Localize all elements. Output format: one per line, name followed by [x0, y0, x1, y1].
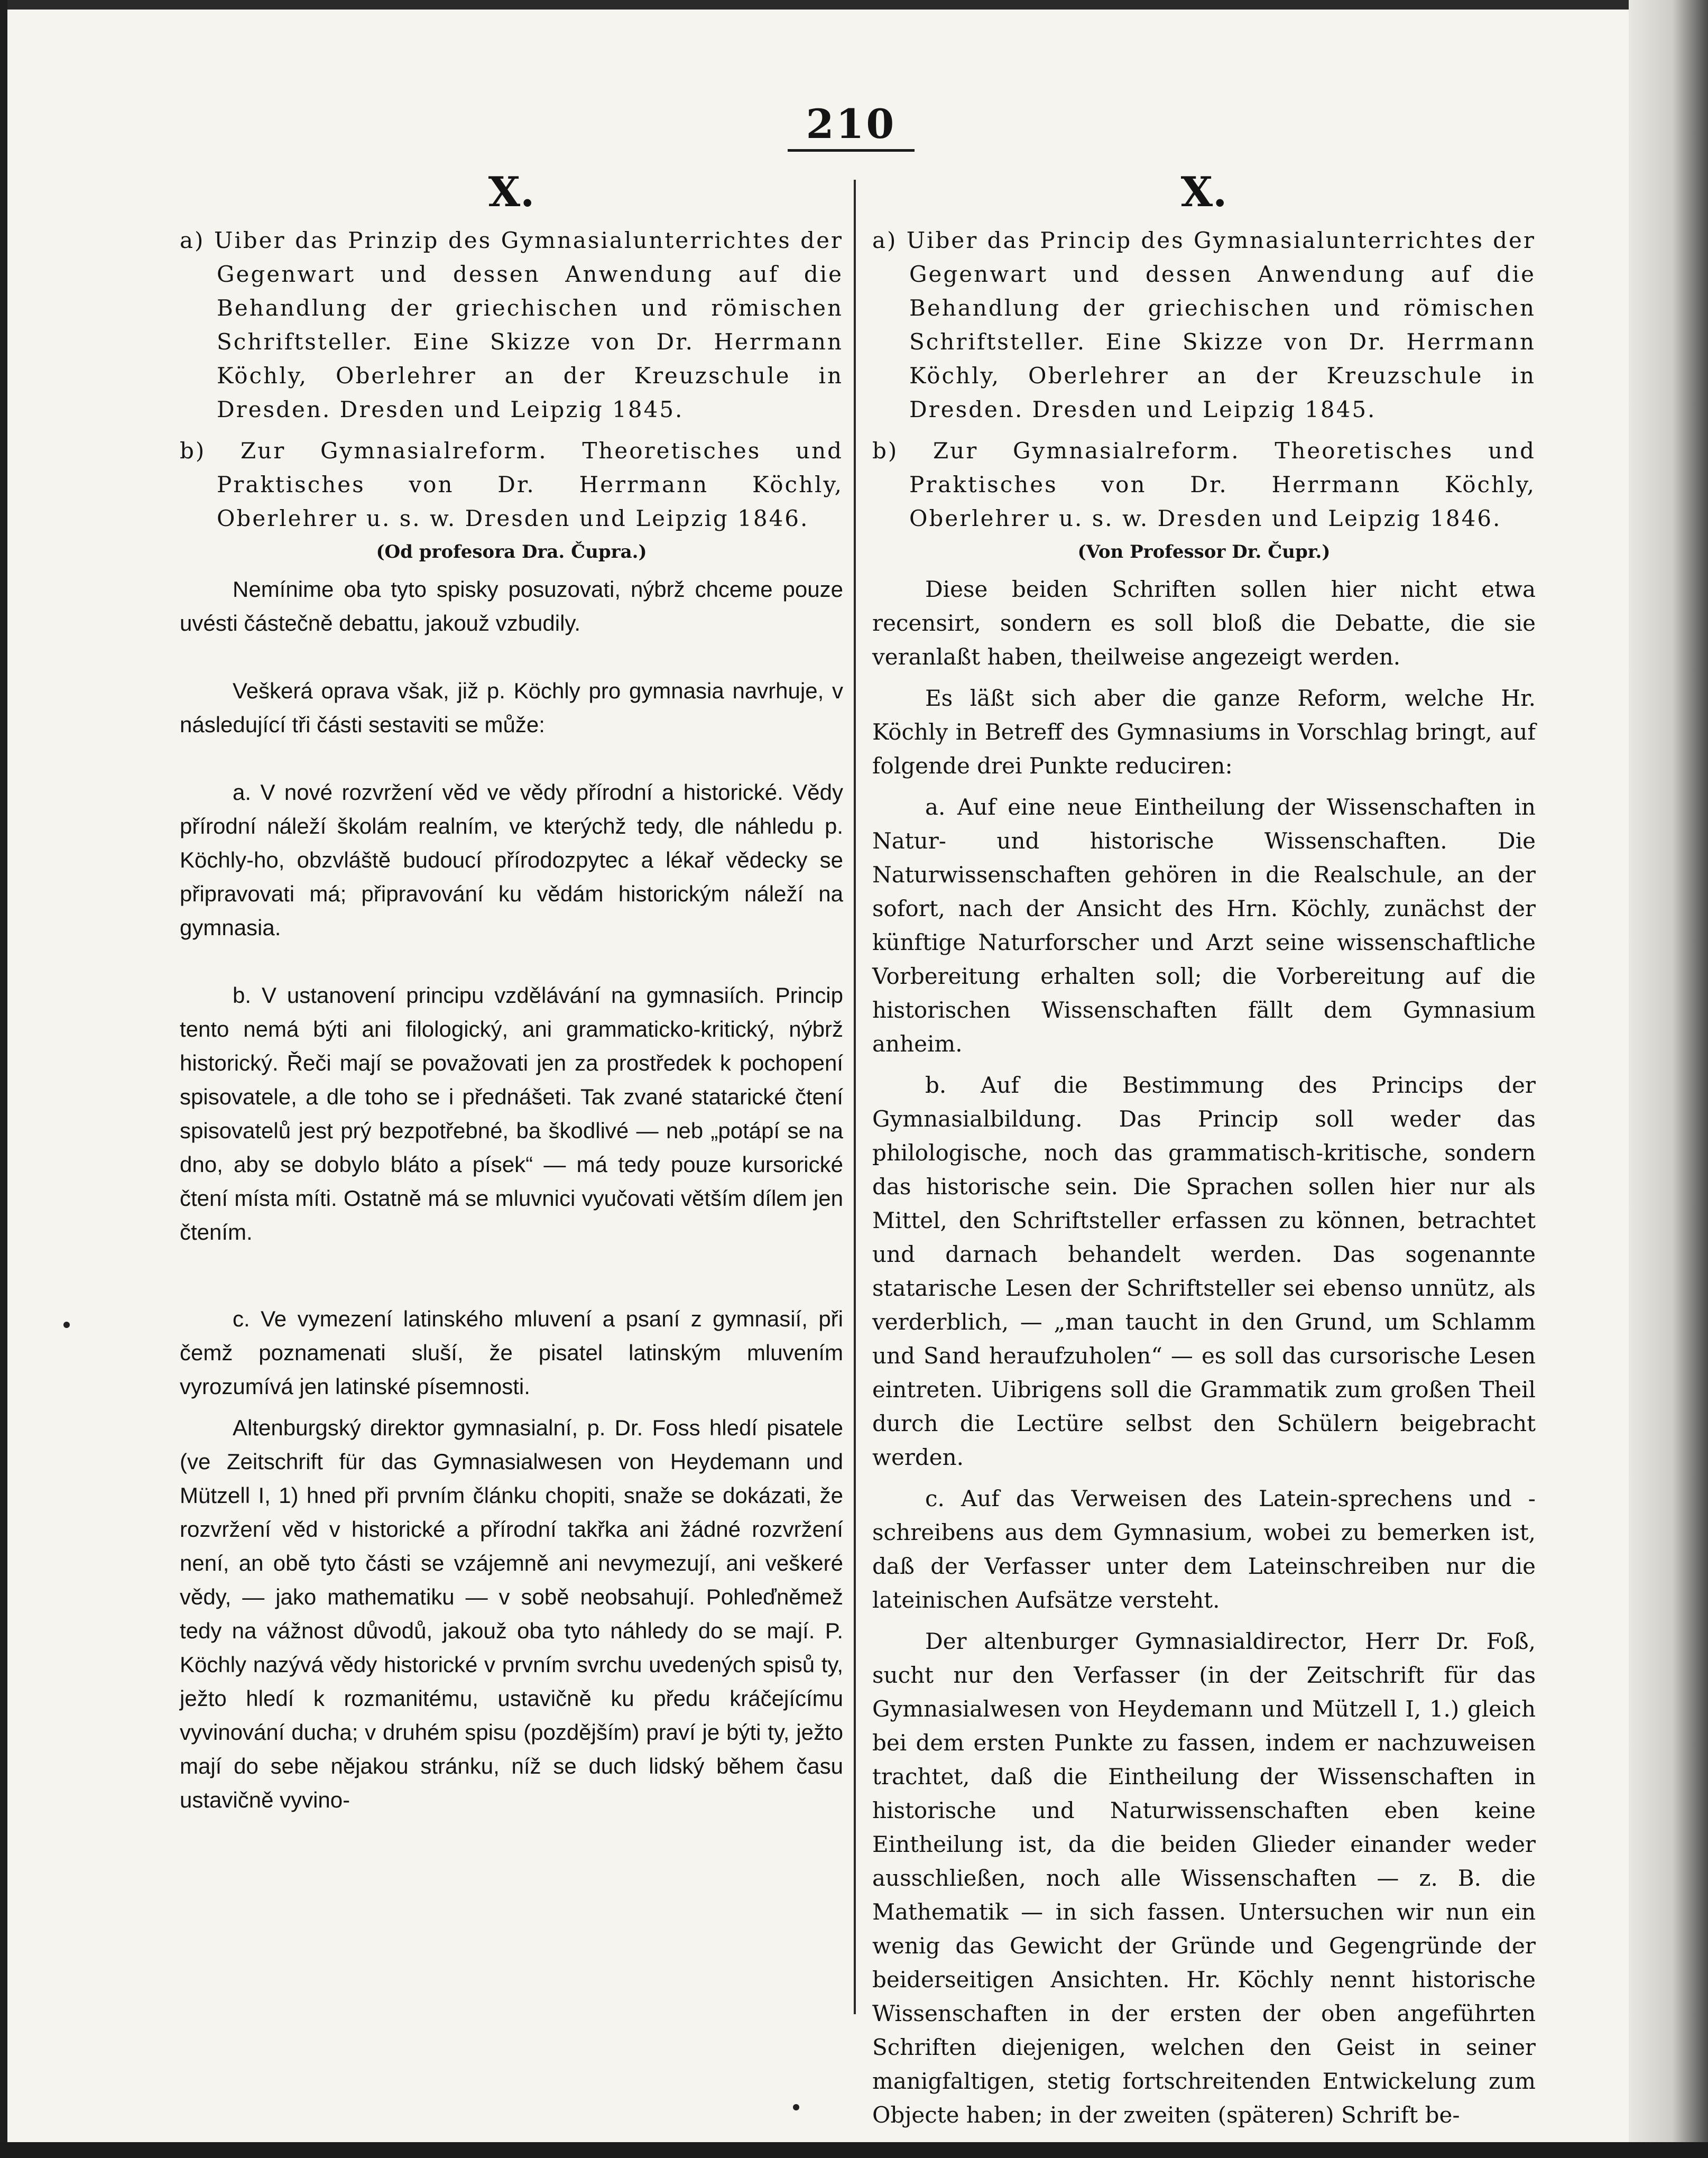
left-paragraph-point-a: a. V nové rozvržení věd ve vědy přírodní a historické. Vědy přírodní náleží školám realním, ve kterýchž tedy, dle náhledu p. Köchly-ho, obzvláště budoucí přírodozpytec a lékař vědecky se připravovati má; připravování ku vědám historickým náleží na gymnasia.	[180, 780, 843, 940]
right-paragraph-intro: Diese beiden Schriften sollen hier nicht etwa recensirt, sondern es soll bloß die Debatte, die sie veranlaßt haben, theilweise angezeigt werden.	[872, 576, 1536, 670]
left-bibliography-a: a) Uiber das Prinzip des Gymnasialunterrichtes der Gegenwart und dessen Anwendung auf die Behandlung der griechischen und römischen Schriftsteller. Eine Skizze von Dr. Herrmann Köchly, Oberlehrer an der Kreuzschule in Dresden. Dresden und Leipzig 1845.	[180, 227, 843, 422]
scan-speck	[63, 1322, 70, 1328]
scan-speck	[793, 2104, 799, 2110]
left-column-czech	[180, 168, 843, 1817]
left-author-credit: (Od profesora Dra. Čupra.)	[376, 541, 647, 562]
left-paragraph-foss: Altenburgský direktor gymnasialní, p. Dr. Foss hledí pisatele (ve Zeitschrift für das Gymnasialwesen von Heydemann und Mützell I, 1) hned při prvním článku chopiti, snaže se dokázati, že rozvržení věd v historické a přírodní takřka ani žádné rozvržení není, an obě tyto části se vzájemně ani nevymezují, ani veškeré vědy, — jako mathematiku — v sobě neobsahují. Pohleďněmež tedy na vážnost důvodů, jakouž oba tyto náhledy do se mají. P. Köchly nazývá vědy historické v prvním svrchu uvedených spisů ty, ježto hledí k rozmanitému, ustavičně ku předu kráčejícímu vyvinování ducha; v druhém spisu (pozdějším) praví je býti ty, ježto mají do sebe nějakou stránku, níž se duch lidský během času ustavičně vyvino-	[180, 1415, 843, 1812]
scan-edge-top	[0, 0, 1708, 10]
right-paragraph-summary: Es läßt sich aber die ganze Reform, welche Hr. Köchly in Betreff des Gymnasiums in Vorschlag bringt, auf folgende drei Punkte reduciren:	[872, 685, 1536, 779]
right-author-credit: (Von Professor Dr. Čupr.)	[1077, 541, 1331, 562]
left-bibliography-b: b) Zur Gymnasialreform. Theoretisches und Praktisches von Dr. Herrmann Köchly, Oberlehrer u. s. w. Dresden und Leipzig 1846.	[180, 438, 843, 531]
right-bibliography-b: b) Zur Gymnasialreform. Theoretisches und Praktisches von Dr. Herrmann Köchly, Oberlehrer u. s. w. Dresden und Leipzig 1846.	[872, 438, 1536, 531]
page-number-rule	[788, 149, 915, 152]
right-paragraph-point-b: b. Auf die Bestimmung des Princips der Gymnasialbildung. Das Princip soll weder das philologische, noch das grammatisch-kritische, sondern das historische sein. Die Sprachen sollen hier nur als Mittel, den Schriftsteller erfassen zu können, betrachtet und darnach behandelt werden. Das sogenannte statarische Lesen der Schriftsteller sei ebenso unnütz, als verderblich, — „man taucht in den Grund, um Schlamm und Sand heraufzuholen“ — es soll das cursorische Lesen eintreten. Uibrigens soll die Grammatik zum großen Theil durch die Lectüre selbst den Schülern beigebracht werden.	[872, 1072, 1536, 1470]
scan-edge-right	[1629, 0, 1708, 2158]
page-number: 210	[806, 100, 897, 147]
right-paragraph-point-a: a. Auf eine neue Eintheilung der Wissenschaften in Natur- und historische Wissenschaften. Die Naturwissenschaften gehören in die Realschule, an der sofort, nach der Ansicht des Hrn. Köchly, zunächst der künftige Naturforscher und Arzt seine wissenschaftliche Vorbereitung erhalten soll; die Vorbereitung auf die historischen Wissenschaften fällt dem Gymnasium anheim.	[872, 794, 1536, 1057]
left-paragraph-summary: Veškerá oprava však, již p. Köchly pro gymnasia navrhuje, v následující tři části sestaviti se může:	[180, 678, 843, 737]
column-divider	[854, 180, 856, 2014]
left-paragraph-intro: Nemínime oba tyto spisky posuzovati, nýbrž chceme pouze uvésti částečně debattu, jakouž vzbudily.	[180, 577, 843, 635]
left-paragraph-point-b: b. V ustanovení principu vzdělávání na gymnasiích. Princip tento nemá býti ani filologický, ani grammaticko-kritický, nýbrž historický. Řeči mají se považovati jen za prostředek k pochopení spisovatele, a dle toho se i přednášeti. Tak zvané statarické čtení spisovatelů jest prý bezpotřebné, ba škodlivé — neb „potápí se na dno, aby se dobylo bláto a písek“ — má tedy pouze kursorické čtení místa míti. Ostatně má se mluvnici vyučovati větším dílem jen čtením.	[180, 983, 843, 1244]
right-section-heading: X.	[1180, 168, 1227, 216]
left-section-heading: X.	[488, 168, 535, 216]
right-paragraph-foss: Der altenburger Gymnasialdirector, Herr Dr. Foß, sucht nur den Verfasser (in der Zeitschrift für das Gymnasialwesen von Heydemann und Mützell I, 1.) gleich bei dem ersten Punkte zu fassen, indem er nachzuweisen trachtet, daß die Eintheilung der Wissenschaften in historische und Naturwissenschaften eben keine Eintheilung ist, da die beiden Glieder einander weder ausschließen, noch alle Wissenschaften — z. B. die Mathematik — in sich fassen. Untersuchen wir nun ein wenig das Gewicht der Gründe und Gegengründe der beiderseitigen Ansichten. Hr. Köchly nennt historische Wissenschaften in der ersten der oben angeführten Schriften diejenigen, welchen den Geist in seiner manigfaltigen, stetig fortschreitenden Entwickelung zum Objecte haben; in der zweiten (späteren) Schrift be-	[872, 1628, 1536, 2128]
scan-edge-left	[0, 0, 7, 2158]
right-bibliography-a: a) Uiber das Princip des Gymnasialunterrichtes der Gegenwart und dessen Anwendung auf die Behandlung der griechischen und römischen Schriftsteller. Eine Skizze von Dr. Herrmann Köchly, Oberlehrer an der Kreuzschule in Dresden. Dresden und Leipzig 1845.	[872, 227, 1536, 422]
right-paragraph-point-c: c. Auf das Verweisen des Latein-sprechens und -schreibens aus dem Gymnasium, wobei zu bemerken ist, daß der Verfasser unter dem Lateinschreiben nur die lateinischen Aufsätze versteht.	[872, 1486, 1536, 1613]
scan-edge-bottom	[0, 2142, 1708, 2158]
left-paragraph-point-c: c. Ve vymezení latinského mluvení a psaní z gymnasií, při čemž poznamenati sluší, že pisatel latinským mluvením vyrozumívá jen latinské písemnosti.	[180, 1306, 843, 1399]
right-column-german	[872, 168, 1536, 2132]
